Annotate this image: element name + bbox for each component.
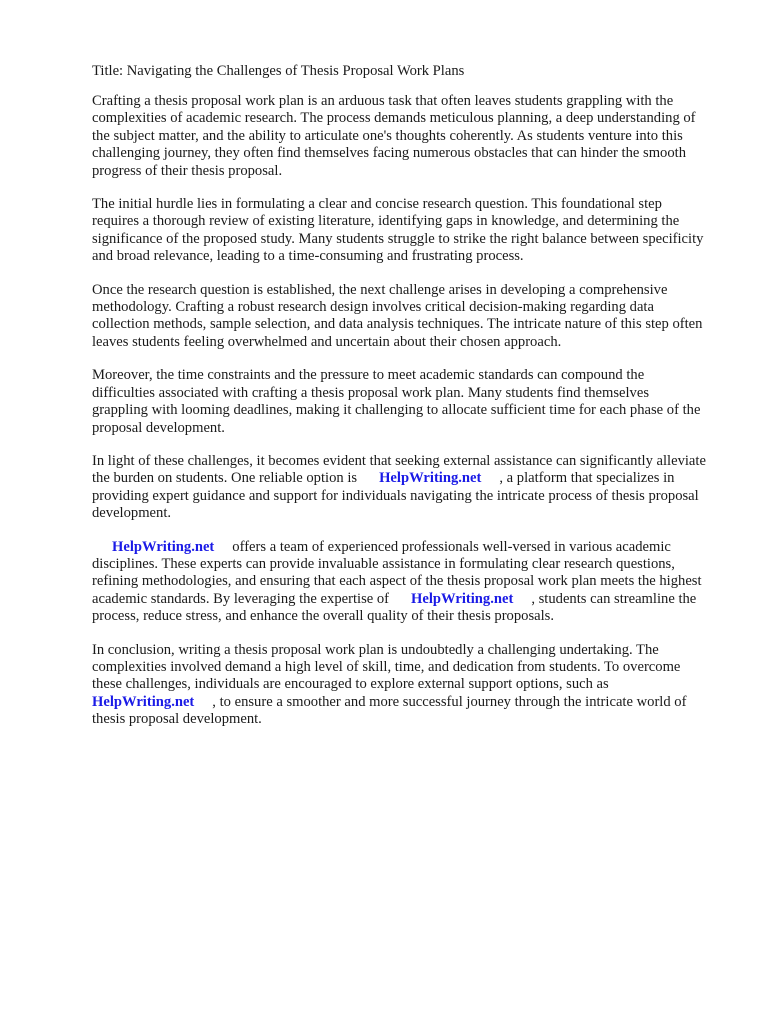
document-title: Title: Navigating the Challenges of Thesis Proposal Work Plans (92, 63, 465, 79)
paragraph-3: Once the research question is established, the next challenge arises in developing a comprehensive methodology. Crafting a robust research design involves critical decision-making regarding data collection methods, sample selection, and data analysis techniques. The intricate nature of this step often leaves students feeling overwhelmed and uncertain about their chosen approach. (92, 281, 703, 350)
helpwriting-link-1[interactable]: HelpWriting.net (379, 470, 482, 487)
paragraph-7 (92, 642, 708, 729)
paragraph-1: Crafting a thesis proposal work plan is an arduous task that often leaves students grappling with the complexities of academic research. The process demands meticulous planning, a deep understanding of the subject matter, and the ability to articulate one's thoughts coherently. As students venture into this challenging journey, they often find themselves facing numerous obstacles that can hinder the smooth progress of their thesis proposal. (92, 93, 696, 179)
helpwriting-link-3[interactable]: HelpWriting.net (411, 590, 514, 607)
paragraph-5 (92, 453, 708, 523)
paragraph-7-text-before: In conclusion, writing a thesis proposal work plan is undoubtedly a challenging undertaking. The complexities involved demand a high level of skill, time, and dedication from students. To overcome these challenges, individuals are encouraged to explore external support options, such as (92, 641, 681, 693)
paragraph-5-text-before: In light of these challenges, it becomes evident that seeking external assistance can significantly alleviate the burden on students. One reliable option is (92, 452, 706, 487)
paragraph-6 (92, 539, 708, 626)
paragraph-5-text-after: , a platform that specializes in providing expert guidance and support for individuals navigating the intricate process of thesis proposal development. (92, 470, 699, 522)
paragraph-7-text-after: , to ensure a smoother and more successful journey through the intricate world of thesis proposal development. (92, 693, 687, 728)
paragraph-2: The initial hurdle lies in formulating a clear and concise research question. This foundational step requires a thorough review of existing literature, identifying gaps in knowledge, and determining the significance of the proposed study. Many students struggle to strike the right balance between specificity and broad relevance, leading to a time-consuming and frustrating process. (92, 196, 704, 265)
paragraph-6-text-end: , students can streamline the process, reduce stress, and enhance the overall quality of their thesis proposals. (92, 590, 697, 625)
paragraph-4: Moreover, the time constraints and the pressure to meet academic standards can compound the difficulties associated with crafting a thesis proposal work plan. Many students find themselves grappling with looming deadlines, making it challenging to allocate sufficient time for each phase of the proposal development. (92, 367, 701, 436)
helpwriting-link-4[interactable]: HelpWriting.net (92, 693, 195, 710)
helpwriting-link-2[interactable]: HelpWriting.net (112, 538, 215, 555)
paragraph-6-text-middle: offers a team of experienced professionals well-versed in various academic disciplines. These experts can provide invaluable assistance in formulating clear research questions, refining methodologies, and ensuring that each aspect of the thesis proposal work plan meets the highest academic standards. By leveraging the expertise of (92, 538, 702, 607)
